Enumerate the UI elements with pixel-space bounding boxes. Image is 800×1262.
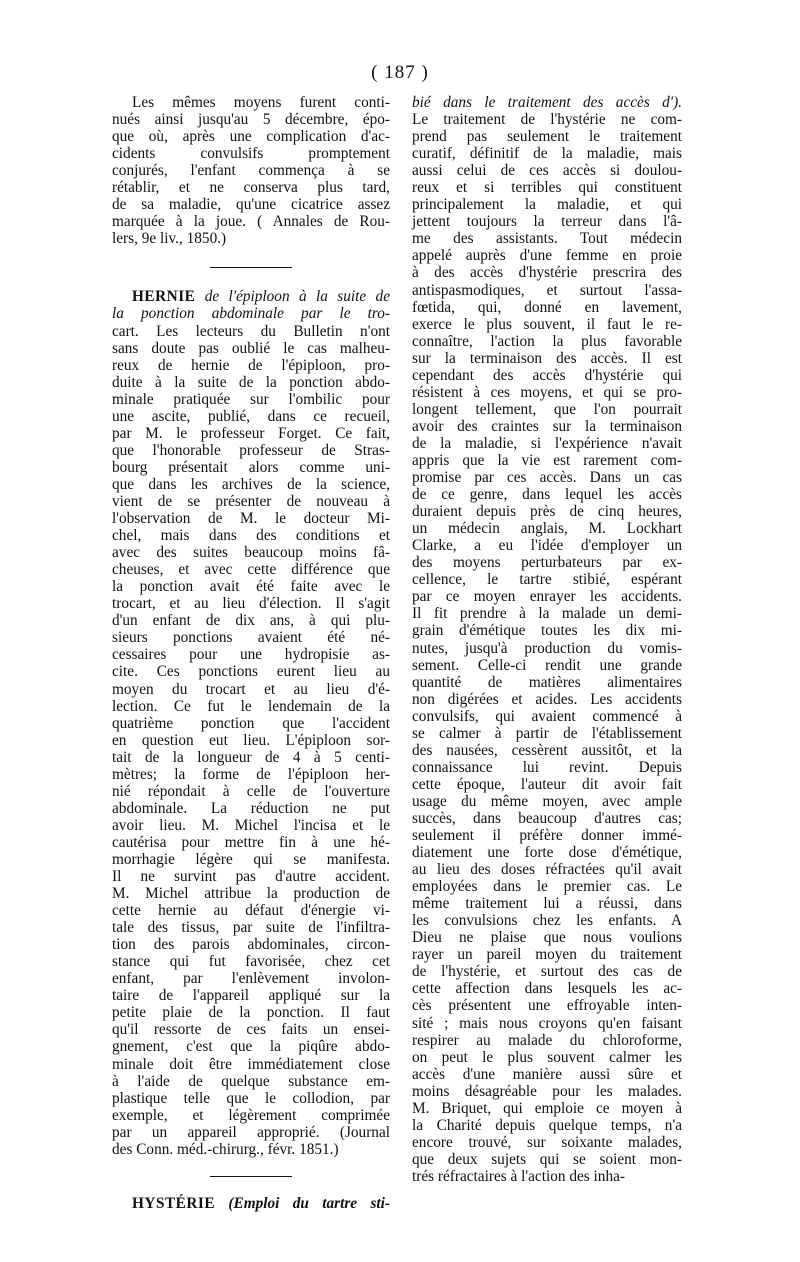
text-line: employées dans le premier cas. Le	[412, 878, 682, 896]
text-line: usage du même moyen, avec ample	[412, 792, 682, 810]
text-line: seulement il préfère donner immé-	[412, 827, 682, 845]
text-line: à l'aide de quelque substance em-	[112, 1072, 390, 1090]
text-line: que dans les archives de la science,	[112, 475, 390, 493]
text-line: par ce moyen enrayer les accidents.	[412, 588, 682, 606]
left-column	[112, 94, 390, 1212]
section-title: (Emploi du tartre sti-	[215, 1194, 390, 1212]
text-line: nutes, jusqu'à production du vomis-	[412, 639, 682, 657]
text-line: que où, après une complication d'ac-	[112, 128, 390, 146]
text-line: Dieu ne plaise que nous voulions	[412, 929, 682, 947]
text-line: antispasmodiques, et surtout l'assa-	[412, 281, 682, 299]
text-line: reux et si terribles qui constituent	[412, 179, 682, 197]
text-line: de sa maladie, qu'une cicatrice assez	[112, 196, 390, 214]
text-line: prend pas seulement le traitement	[412, 128, 682, 146]
text-line: avoir des craintes sur la terminaison	[412, 417, 682, 435]
text-line: cautérisa pour mettre fin à une hé-	[112, 833, 390, 851]
text-line: on peut le plus souvent calmer les	[412, 1048, 682, 1066]
text-line: appelé auprès d'une femme en proie	[412, 247, 682, 265]
text-line: tait de la longueur de 4 à 5 centi-	[112, 748, 390, 766]
text-line: principalement la maladie, et qui	[412, 196, 682, 214]
text-line: non digérées et acides. Les accidents	[412, 690, 682, 708]
text-line: encore trouvé, sur soixante malades,	[412, 1133, 682, 1151]
text-line: Il ne survint pas d'autre accident.	[112, 868, 390, 886]
text-line: la ponction avait été faite avec le	[112, 578, 390, 596]
text-line: d'un enfant de dix ans, à qui plu-	[112, 612, 390, 630]
text-line: exemple, et légèrement comprimée	[112, 1106, 390, 1124]
text-line: morrhagie légère qui se manifesta.	[112, 850, 390, 868]
text-line: cès présentent une effroyable inten-	[412, 997, 682, 1015]
text-line: jettent toujours la terreur dans l'â-	[412, 213, 682, 231]
text-line: quatrième ponction que l'accident	[112, 714, 390, 732]
text-line: quantité de matières alimentaires	[412, 673, 682, 691]
text-line: aussi celui de ces accès si doulou-	[412, 162, 682, 180]
text-line: à des accès d'hystérie prescrira des	[412, 264, 682, 282]
text-line: chel, mais dans des conditions et	[112, 527, 390, 545]
text-line: tion des parois abdominales, circon-	[112, 936, 390, 954]
section-title: de l'épiploon à la suite de	[195, 288, 390, 306]
text-line: cessaires pour une hydropisie as-	[112, 646, 390, 664]
text-line: accès d'une manière aussi sûre et	[412, 1065, 682, 1083]
text-line: cette hernie au défaut d'énergie vi-	[112, 902, 390, 920]
text-line: de la maladie, si l'expérience n'avait	[412, 434, 682, 452]
text-line: que deux sujets qui se soient mon-	[412, 1150, 682, 1168]
text-line: cependant des accès d'hystérie qui	[412, 366, 682, 384]
text-line: sement. Celle-ci rendit une grande	[412, 656, 682, 674]
text-line: des nausées, cessèrent aussitôt, et la	[412, 741, 682, 759]
text-line: de ce genre, dans lequel les accès	[412, 486, 682, 504]
text-line: plastique telle que le collodion, par	[112, 1089, 390, 1107]
text-line: appris que la vie est rarement com-	[412, 451, 682, 469]
text-line: un médecin anglais, M. Lockhart	[412, 520, 682, 538]
text-line: grain d'émétique toutes les dix mi-	[412, 622, 682, 640]
text-line: moyen du trocart et au lieu d'é-	[112, 680, 390, 698]
text-line: lection. Ce fut le lendemain de la	[112, 697, 390, 715]
text-line: reux de hernie de l'épiploon, pro-	[112, 356, 390, 374]
text-line: curatif, définitif de la maladie, mais	[412, 145, 682, 163]
text-line: sieurs ponctions avaient été né-	[112, 629, 390, 647]
hysterie-heading-line	[112, 1195, 390, 1212]
text-line: cidents convulsifs promptement	[112, 145, 390, 163]
text-line: bié dans le traitement des accès d').	[412, 94, 682, 111]
section-divider	[210, 1176, 292, 1177]
section-heading: HERNIE	[132, 288, 196, 306]
text-line: que l'honorable professeur de Stras-	[112, 441, 390, 459]
text-line: enfant, par l'enlèvement involon-	[112, 970, 390, 988]
section-divider	[210, 267, 292, 268]
text-line: connaître, l'action la plus favorable	[412, 332, 682, 350]
section-heading: HYSTÉRIE	[132, 1194, 216, 1212]
text-line: cart. Les lecteurs du Bulletin n'ont	[112, 322, 390, 340]
text-line: duite à la suite de la ponction abdo-	[112, 373, 390, 391]
text-line: avoir lieu. M. Michel l'incisa et le	[112, 816, 390, 834]
text-line: des moyens perturbateurs par ex-	[412, 554, 682, 572]
text-line: tale des tissus, par suite de l'infiltra-	[112, 919, 390, 937]
text-line: conjurés, l'enfant commença à se	[112, 162, 390, 180]
text-line: avec des suites beaucoup moins fâ-	[112, 544, 390, 562]
text-line: rétablir, et ne conserva plus tard,	[112, 179, 390, 197]
right-column	[412, 94, 682, 1185]
text-line: Les mêmes moyens furent conti-	[132, 94, 390, 111]
text-line: rayer un pareil moyen du traitement	[412, 946, 682, 964]
text-line: marquée à la joue. ( Annales de Rou-	[112, 213, 390, 231]
text-line: par un appareil approprié. (Journal	[112, 1123, 390, 1141]
text-line: connaissance lui revint. Depuis	[412, 758, 682, 776]
text-line: me des assistants. Tout médecin	[412, 230, 682, 248]
text-line: promise par ces accès. Dans un cas	[412, 469, 682, 487]
text-line: la ponction abdominale par le tro-	[112, 305, 390, 323]
text-line: gnement, c'est que la piqûre abdo-	[112, 1038, 390, 1056]
text-line: se calmer à partir de l'établissement	[412, 724, 682, 742]
text-line: Le traitement de l'hystérie ne com-	[412, 111, 682, 129]
text-line: trocart, et au lieu d'élection. Il s'agit	[112, 595, 390, 613]
text-line: convulsifs, qui avaient commencé à	[412, 707, 682, 725]
text-line: cette affection dans lesquels les ac-	[412, 980, 682, 998]
text-line: M. Briquet, qui emploie ce moyen à	[412, 1099, 682, 1117]
text-line: l'observation de M. le docteur Mi-	[112, 510, 390, 528]
text-line: minale pratiquée sur l'ombilic pour	[112, 390, 390, 408]
text-line: succès, dans beaucoup d'autres cas;	[412, 809, 682, 827]
text-line: une ascite, publié, dans ce recueil,	[112, 407, 390, 425]
text-line: sité ; mais nous croyons qu'en faisant	[412, 1014, 682, 1032]
text-line: fœtida, qui, donné en lavement,	[412, 298, 682, 316]
text-line: mètres; la forme de l'épiploon her-	[112, 765, 390, 783]
text-line: Clarke, a eu l'idée d'employer un	[412, 537, 682, 555]
text-line: Il fit prendre à la malade un demi-	[412, 605, 682, 623]
text-line: exerce le plus souvent, il faut le re-	[412, 315, 682, 333]
page-number: ( 187 )	[371, 62, 429, 83]
text-line: cellence, le tartre stibié, espérant	[412, 571, 682, 589]
text-line: M. Michel attribue la production de	[112, 885, 390, 903]
text-line: minale doit être immédiatement close	[112, 1055, 390, 1073]
text-line: lers, 9e liv., 1850.)	[112, 230, 227, 248]
hernie-heading-line	[112, 288, 390, 305]
text-line: petite plaie de la ponction. Il faut	[112, 1004, 390, 1022]
text-line: en question eut lieu. L'épiploon sor-	[112, 731, 390, 749]
text-line: la Charité depuis quelque temps, n'a	[412, 1116, 682, 1134]
text-line: de l'hystérie, et surtout des cas de	[412, 963, 682, 981]
text-line: nués ainsi jusqu'au 5 décembre, épo-	[112, 111, 390, 129]
text-line: des Conn. méd.-chirurg., févr. 1851.)	[112, 1140, 339, 1158]
text-line: respirer au malade du chloroforme,	[412, 1031, 682, 1049]
text-line: sur la terminaison des accès. Il est	[412, 349, 682, 367]
text-line: stance qui fut favorisée, chez cet	[112, 953, 390, 971]
text-line: cette époque, l'auteur dit avoir fait	[412, 775, 682, 793]
text-line: cheuses, et avec cette différence que	[112, 561, 390, 579]
text-line: longent tellement, que l'on pourrait	[412, 400, 682, 418]
text-line: résistent à ces moyens, et qui se pro-	[412, 383, 682, 401]
text-line: nié répondait à celle de l'ouverture	[112, 782, 390, 800]
text-line: moins désagréable pour les malades.	[412, 1082, 682, 1100]
text-line: trés réfractaires à l'action des inha-	[412, 1167, 625, 1185]
text-line: qu'il ressorte de ces faits un ensei-	[112, 1021, 390, 1039]
text-line: abdominale. La réduction ne put	[112, 799, 390, 817]
text-line: sans doute pas oublié le cas malheu-	[112, 339, 390, 357]
text-line: taire de l'appareil appliqué sur la	[112, 987, 390, 1005]
text-line: cite. Ces ponctions eurent lieu au	[112, 663, 390, 681]
text-line: duraient depuis près de cinq heures,	[412, 503, 682, 521]
text-line: vient de se présenter de nouveau à	[112, 492, 390, 510]
text-line: au lieu des doses réfractées qu'il avait	[412, 861, 682, 879]
text-line: les convulsions chez les enfants. A	[412, 912, 682, 930]
text-line: même traitement lui a réussi, dans	[412, 895, 682, 913]
text-line: bourg présentait alors comme uni-	[112, 458, 390, 476]
text-line: diatement une forte dose d'émétique,	[412, 844, 682, 862]
text-line: par M. le professeur Forget. Ce fait,	[112, 424, 390, 442]
